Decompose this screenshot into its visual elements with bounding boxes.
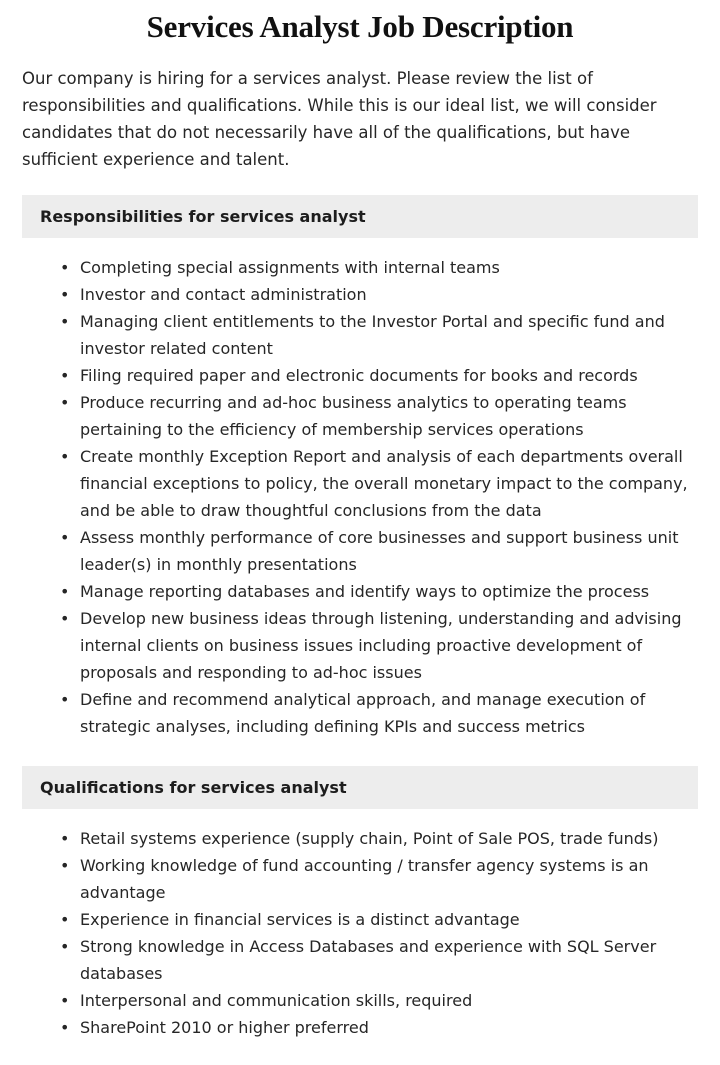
list-item: • Assess monthly performance of core businesses and support business unit leader(s) in monthly presentations bbox=[60, 524, 698, 578]
list-item: • Create monthly Exception Report and analysis of each departments overall financial exceptions to policy, the overall monetary impact to the company, and be able to draw thoughtful conclusions from the data bbox=[60, 443, 698, 524]
list-item: • Working knowledge of fund accounting / transfer agency systems is an advantage bbox=[60, 852, 698, 906]
intro-paragraph: Our company is hiring for a services analyst. Please review the list of responsibilities and qualifications. While this is our ideal list, we will consider candidates that do not necessarily have all of the qualifications, but have sufficient experience and talent. bbox=[22, 69, 657, 170]
list-item: • Investor and contact administration bbox=[60, 281, 698, 308]
page-title: Services Analyst Job Description bbox=[146, 9, 574, 44]
list-item: • Managing client entitlements to the Investor Portal and specific fund and investor related content bbox=[60, 308, 698, 362]
section-heading-responsibilities: Responsibilities for services analyst bbox=[22, 195, 698, 238]
qualifications-list bbox=[22, 815, 698, 1041]
list-item: • Retail systems experience (supply chain, Point of Sale POS, trade funds) bbox=[60, 825, 698, 852]
responsibilities-list bbox=[22, 244, 698, 740]
list-item: • Produce recurring and ad-hoc business analytics to operating teams pertaining to the efficiency of membership services operations bbox=[60, 389, 698, 443]
list-item: • Strong knowledge in Access Databases and experience with SQL Server databases bbox=[60, 933, 698, 987]
list-item: • Develop new business ideas through listening, understanding and advising internal clients on business issues including proactive development of proposals and responding to ad-hoc issues bbox=[60, 605, 698, 686]
job-description-document bbox=[0, 8, 720, 1049]
list-item: • Interpersonal and communication skills, required bbox=[60, 987, 698, 1014]
section-divider bbox=[22, 740, 698, 766]
list-item: • SharePoint 2010 or higher preferred bbox=[60, 1014, 698, 1041]
list-item: • Completing special assignments with internal teams bbox=[60, 254, 698, 281]
list-item: • Experience in financial services is a distinct advantage bbox=[60, 906, 698, 933]
list-item: • Filing required paper and electronic documents for books and records bbox=[60, 362, 698, 389]
list-item: • Manage reporting databases and identify ways to optimize the process bbox=[60, 578, 698, 605]
section-heading-qualifications: Qualifications for services analyst bbox=[22, 766, 698, 809]
list-item: • Define and recommend analytical approach, and manage execution of strategic analyses, including defining KPIs and success metrics bbox=[60, 686, 698, 740]
